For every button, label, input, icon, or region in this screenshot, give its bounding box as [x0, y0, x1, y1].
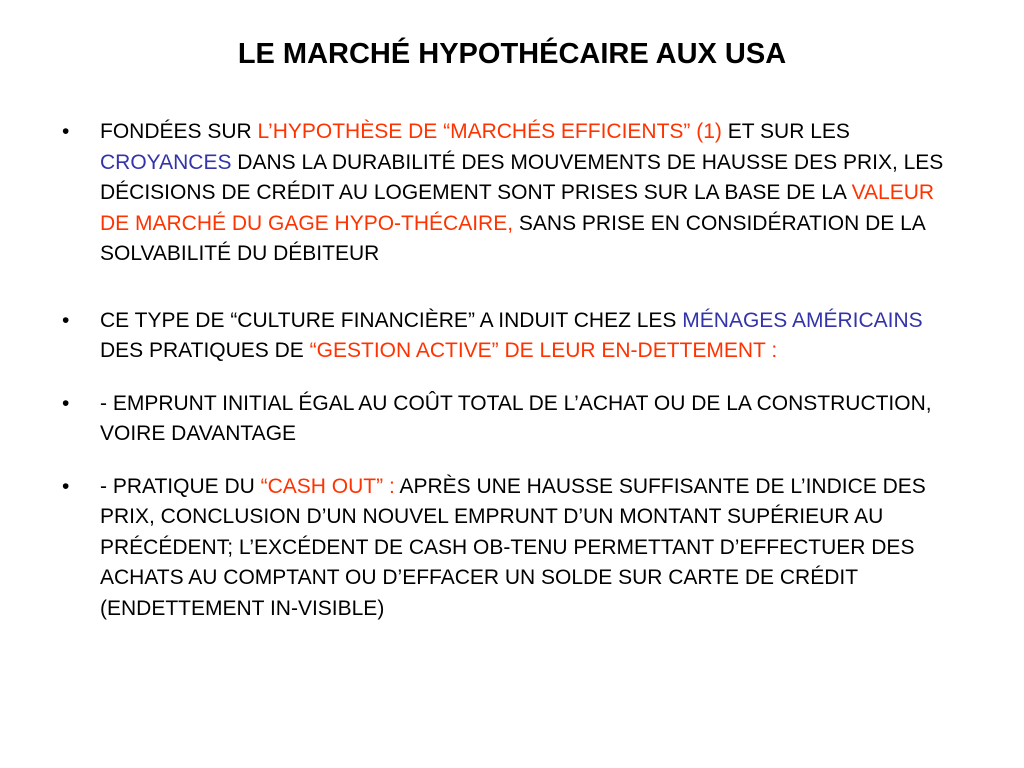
- highlight-red-segment: “GESTION ACTIVE” DE LEUR EN-DETTEMENT :: [309, 339, 778, 362]
- bullet-dot: •: [62, 120, 70, 143]
- text-segment: APRÈS UNE HAUSSE SUFFISANTE DE L’INDICE DES PRIX, CONCLUSION D’UN NOUVEL EMPRUNT D’UN MONTANT SUPÉRIEUR AU PRÉCÉDENT; L’EXCÉDENT DE CASH OB-TENU PERMETTANT D’EFFECTUER DES ACHATS AU COMPTANT OU D’EFFACER UN SOLDE SUR CARTE DE CRÉDIT (ENDETTEMENT IN-VISIBLE): [100, 474, 926, 620]
- bullet-item-financial-culture: [62, 306, 968, 367]
- highlight-blue-segment: MÉNAGES AMÉRICAINS: [682, 308, 923, 332]
- bullet-item-initial-loan: [62, 389, 968, 450]
- text-segment: DANS LA DURABILITÉ DES MOUVEMENTS DE HAUSSE DES PRIX, LES DÉCISIONS DE CRÉDIT AU LOGEMENT SONT PRISES SUR LA BASE DE LA: [100, 150, 944, 204]
- text-segment: FONDÉES SUR: [100, 120, 258, 143]
- highlight-red-segment: “CASH OUT” :: [260, 474, 395, 498]
- bullet-item-cash-out: [62, 472, 968, 625]
- bullet-text: [100, 392, 932, 446]
- bullet-item-housing-credit: [62, 117, 968, 270]
- highlight-blue-segment: CROYANCES: [100, 150, 232, 174]
- text-segment: SANS PRISE EN CONSIDÉRATION DE LA SOLVABILITÉ DU DÉBITEUR: [100, 211, 925, 265]
- text-segment: DES PRATIQUES DE: [100, 339, 310, 362]
- bullet-text: [100, 309, 923, 363]
- text-segment: - PRATIQUE DU: [100, 474, 261, 498]
- highlight-red-segment: VALEUR DE MARCHÉ DU GAGE HYPO-THÉCAIRE,: [100, 181, 935, 235]
- bullet-dot: •: [62, 308, 70, 332]
- slide-title: LE MARCHÉ HYPOTHÉCAIRE AUX USA: [237, 38, 787, 70]
- text-segment: - EMPRUNT INITIAL ÉGAL AU COÛT TOTAL DE L’ACHAT OU DE LA CONSTRUCTION, VOIRE DAVANTAGE: [100, 391, 932, 445]
- bullet-dot: •: [62, 474, 70, 498]
- highlight-red-segment: L’HYPOTHÈSE DE “MARCHÉS EFFICIENTS” (1): [257, 120, 722, 143]
- bullet-text: [100, 475, 926, 620]
- bullet-dot: •: [62, 391, 70, 415]
- text-segment: CE TYPE DE “CULTURE FINANCIÈRE” A INDUIT CHEZ LES: [100, 308, 683, 332]
- bullet-text: [100, 120, 943, 265]
- text-segment: ET SUR LES: [721, 120, 850, 143]
- bullet-list: [62, 117, 968, 624]
